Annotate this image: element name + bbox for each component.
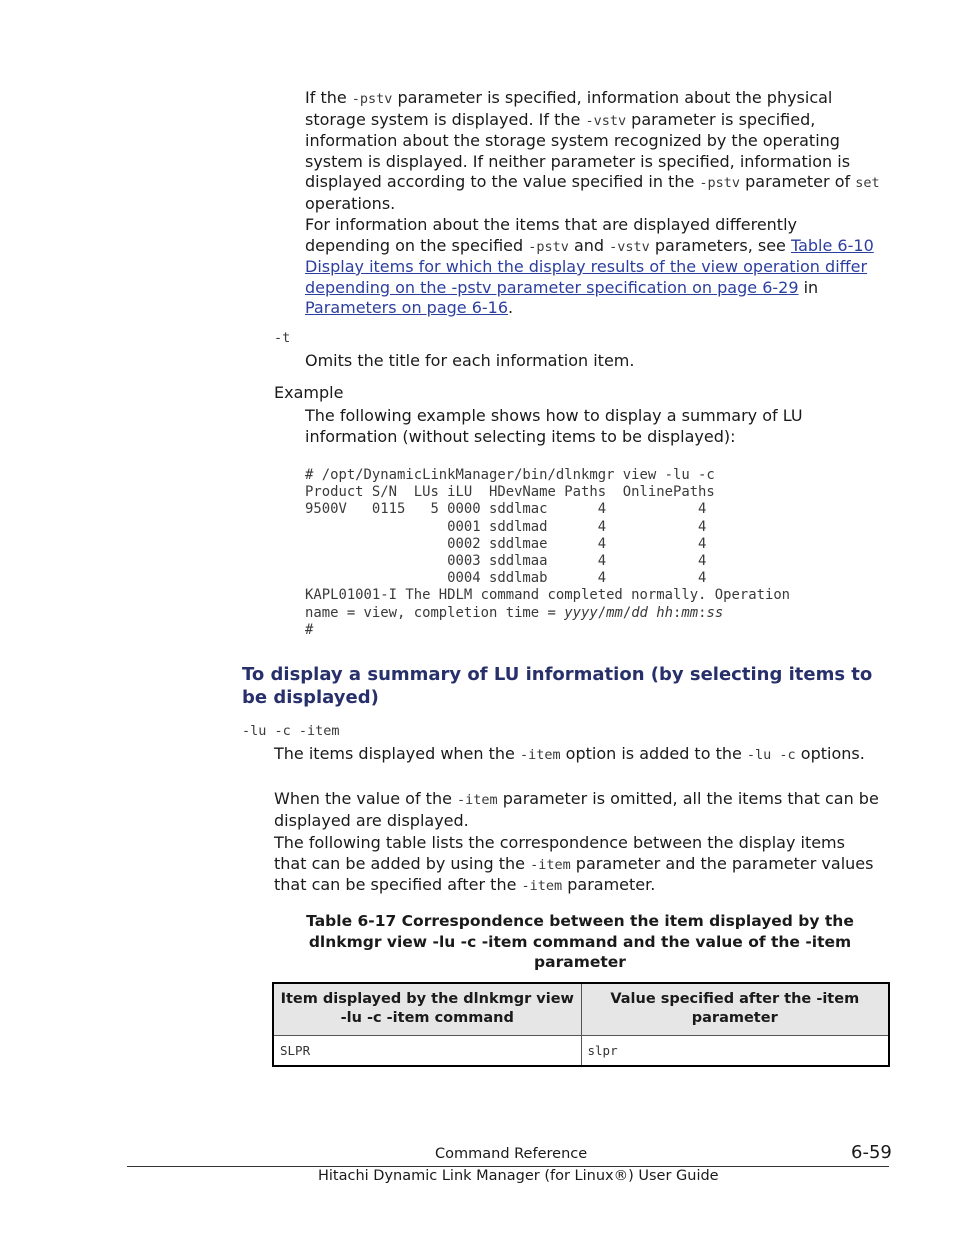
code-vstv: -vstv (609, 238, 650, 255)
parameters-link[interactable]: Parameters on page 6-16 (305, 298, 509, 317)
table-header-cell: Item displayed by the dlnkmgr view -lu -c -item command (273, 983, 581, 1036)
footer-section-title: Command Reference (435, 1146, 588, 1162)
example-description: The following example shows how to display a summary of LU information (without selecting items to be displayed): (305, 406, 803, 446)
table-cell: SLPR (273, 1036, 581, 1067)
code-item: -item (530, 856, 571, 873)
code-item: -item (521, 878, 563, 894)
section-paragraph-3: The following table lists the correspondence between the display items that can be added by using the -item parameter and the parameter values that can be specified after the -item parameter. (274, 833, 874, 894)
option-t-description: Omits the title for each information item. (305, 351, 635, 370)
page-number: 6-59 (851, 1142, 892, 1163)
code-pstv: -pstv (528, 238, 569, 255)
table-row (273, 1036, 889, 1067)
intro-paragraph-1: If the -pstv parameter is specified, information about the physical storage system is displayed. If the -vstv parameter is specified, information about the storage system recognized by the operating system is displayed. If neither parameter is specified, information is displayed according to the value specified in the -pstv parameter of set operations. (305, 88, 880, 213)
footer-divider (127, 1166, 889, 1167)
table-caption: Table 6-17 Correspondence between the item displayed by the dlnkmgr view -lu -c -item command and the value of the -item parameter (306, 912, 854, 971)
correspondence-table (272, 982, 890, 1067)
table-cell: slpr (581, 1036, 889, 1067)
code-item: -item (457, 792, 498, 808)
footer-guide-title: Hitachi Dynamic Link Manager (for Linux®) User Guide (318, 1168, 719, 1184)
intro-paragraph-2: For information about the items that are displayed differently depending on the specified -pstv and -vstv parameters, see Table 6-10 Display items for which the display results of the view operation differ depending on the -pstv parameter specification on page 6-29 in Parameters on page 6-16. (305, 215, 874, 317)
section-paragraph-2: When the value of the -item parameter is omitted, all the items that can be displayed are displayed. (274, 789, 879, 830)
section-heading: To display a summary of LU information (by selecting items to be displayed) (242, 664, 873, 708)
code-pstv: -pstv (699, 175, 741, 191)
code-item: -item (519, 747, 561, 763)
option-t: -t (274, 330, 291, 346)
table-6-10-link[interactable]: Table 6-10 Display items for which the display results of the view operation differ depending on the -pstv parameter specification on page 6-29 (305, 235, 874, 297)
code-pstv: -pstv (351, 91, 393, 107)
example-code-block: # /opt/DynamicLinkManager/bin/dlnkmgr view -lu -c Product S/N LUs iLU HDevName Paths OnlinePaths 9500V 0115 5 0000 sddlmac 4 4 0001 sddlmad 4 4 0002 sddlmae 4 4 0003 sddlmaa 4 4 0004 sddlmab 4 4 KAPL01001-I The HDLM command completed normally. Operation name = view, completion time = yyyy/mm/dd hh:mm:ss # (305, 467, 791, 638)
section-paragraph-1: The items displayed when the -item option is added to the -lu -c options. (274, 744, 865, 763)
code-set: set (855, 175, 880, 191)
example-label: Example (274, 383, 344, 402)
code-vstv: -vstv (585, 112, 627, 129)
table-header-row (273, 983, 889, 1036)
table-header-cell: Value specified after the -item parameter (581, 983, 889, 1036)
code-lu-c: -lu -c (746, 747, 796, 763)
section-syntax: -lu -c -item (242, 723, 340, 739)
